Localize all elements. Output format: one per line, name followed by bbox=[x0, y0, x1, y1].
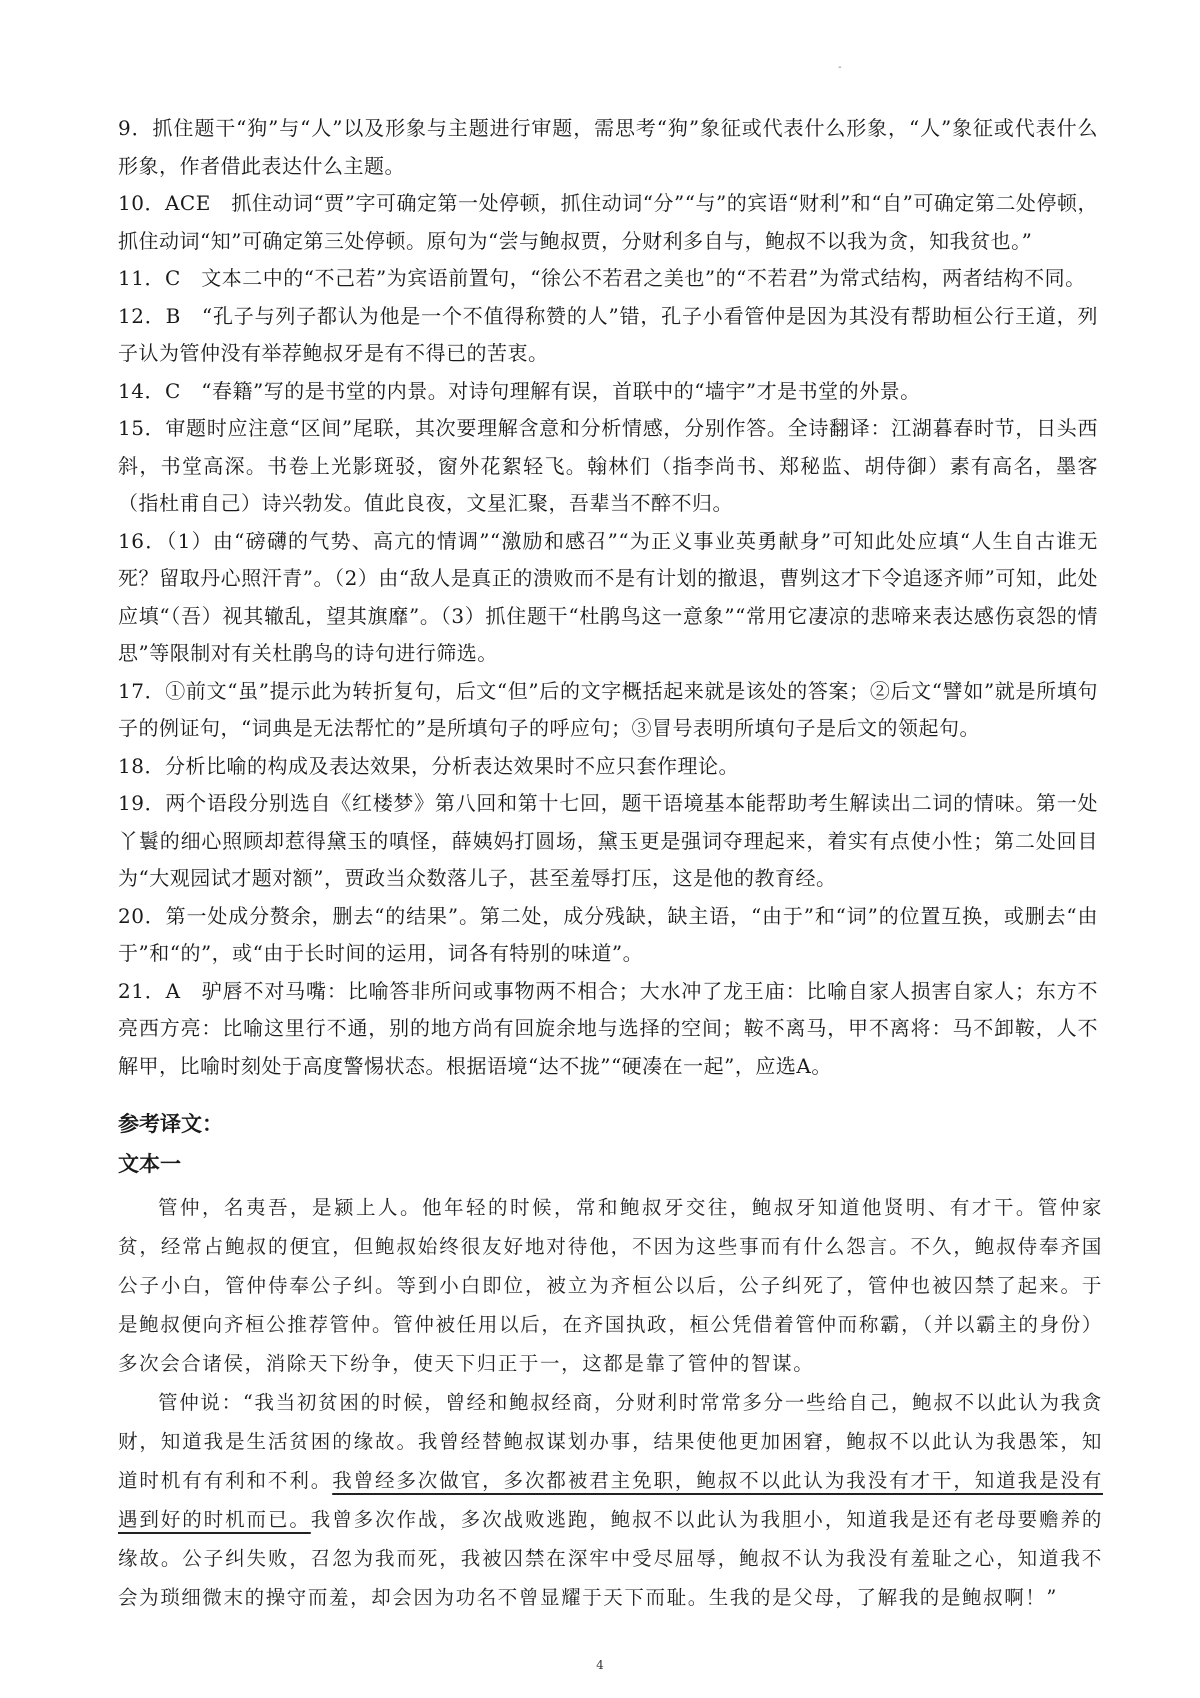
answer-item-21: 21．A 驴唇不对马嘴：比喻答非所问或事物两不相合；大水冲了龙王庙：比喻自家人损害自家人；东方不亮西方亮：比喻这里行不通，别的地方尚有回旋余地与选择的空间；鞍不离马，甲不离将：马不卸鞍，人不解甲，比喻时刻处于高度警惕状态。根据语境“达不拢”“硬凑在一起”，应选A。 bbox=[118, 978, 1098, 1078]
answer-item-17: 17．①前文“虽”提示此为转折复句，后文“但”后的文字概括起来就是该处的答案；②后文“譬如”就是所填句子的例证句，“词典是无法帮忙的”是所填句子的呼应句；③冒号表明所填句子是后文的领起句。 bbox=[118, 678, 1098, 740]
answer-item-9: 9．抓住题干“狗”与“人”以及形象与主题进行审题，需思考“狗”象征或代表什么形象，“人”象征或代表什么形象，作者借此表达什么主题。 bbox=[118, 116, 1098, 178]
answer-item-20: 20．第一处成分赘余，删去“的结果”。第二处，成分残缺，缺主语，“由于”和“词”的位置互换，或删去“由于”和“的”，或“由于长时间的运用，词各有特别的味道”。 bbox=[118, 903, 1098, 965]
answer-item-11: 11．C 文本二中的“不己若”为宾语前置句，“徐公不若君之美也”的“不若君”为常式结构，两者结构不同。 bbox=[118, 266, 1086, 290]
answer-list bbox=[118, 110, 1098, 1085]
translation-paragraph-1: 管仲，名夷吾，是颍上人。他年轻的时候，常和鲍叔牙交往，鲍叔牙知道他贤明、有才干。管仲家贫，经常占鲍叔的便宜，但鲍叔始终很友好地对待他，不因为这些事而有什么怨言。不久，鲍叔侍奉齐国公子小白，管仲侍奉公子纠。等到小白即位，被立为齐桓公以后，公子纠死了，管仲也被囚禁了起来。于是鲍叔便向齐桓公推荐管仲。管仲被任用以后，在齐国执政，桓公凭借着管仲而称霸，（并以霸主的身份）多次会合诸侯，消除天下纷争，使天下归正于一，这都是靠了管仲的智谋。 bbox=[118, 1196, 1103, 1375]
translation-paragraph-2 bbox=[118, 1383, 1103, 1617]
translation-heading: 参考译文： bbox=[118, 1112, 223, 1136]
paragraph-2-text-after: 我曾多次作战，多次战败逃跑，鲍叔不以此认为我胆小，知道我是还有老母要赡养的缘故。公子纠失败，召忽为我而死，我被囚禁在深牢中受尽屈辱，鲍叔不认为我没有羞耻之心，知道我不会为琐细微末的操守而羞，却会因为功名不曾显耀于天下而耻。生我的是父母，了解我的是鲍叔啊！” bbox=[118, 1508, 1103, 1609]
page-number: 4 bbox=[596, 1658, 604, 1672]
paragraph-2-text-before: 管仲说：“我当初贫困的时候，曾经和鲍叔经商，分财利时常常多分一些给自己，鲍叔不以此认为我贪财，知道我是生活贫困的缘故。我曾经替鲍叔谋划办事，结果使他更加困窘，鲍叔不以此认为我愚笨，知道时机有有利和不利。 bbox=[118, 1391, 1103, 1492]
answer-item-12: 12．B “孔子与列子都认为他是一个不值得称赞的人”错，孔子小看管仲是因为其没有帮助桓公行王道，列子认为管仲没有举荐鲍叔牙是有不得已的苦衷。 bbox=[118, 303, 1098, 365]
answer-item-14: 14．C “春籍”写的是书堂的内景。对诗句理解有误，首联中的“墙宇”才是书堂的外景。 bbox=[118, 378, 921, 403]
answer-item-16: 16．（1）由“磅礴的气势、高亢的情调”“激励和感召”“为正义事业英勇献身”可知此处应填“人生自古谁无死？留取丹心照汗青”。（2）由“敌人是真正的溃败而不是有计划的撤退，曹刿这才下令追逐齐师”可知，此处应填“（吾）视其辙乱，望其旗靡”。（3）抓住题干“杜鹃鸟这一意象”“常用它凄凉的悲啼来表达感伤哀怨的情思”等限制对有关杜鹃鸟的诗句进行筛选。 bbox=[118, 528, 1098, 665]
answer-item-18: 18．分析比喻的构成及表达效果，分析表达效果时不应只套作理论。 bbox=[118, 753, 739, 778]
answer-item-10: 10．ACE 抓住动词“贾”字可确定第一处停顿，抓住动词“分”“与”的宾语“财利”和“自”可确定第二处停顿，抓住动词“知”可确定第三处停顿。原句为“尝与鲍叔贾，分财利多自与，鲍叔不以我为贪，知我贫也。” bbox=[118, 191, 1098, 253]
text-one-subheading: 文本一 bbox=[118, 1152, 181, 1176]
answer-item-15: 15．审题时应注意“区间”尾联，其次要理解含意和分析情感，分别作答。全诗翻译：江湖暮春时节，日头西斜，书堂高深。书卷上光影斑驳，窗外花絮轻飞。翰林们（指李尚书、郑秘监、胡侍御）素有高名，墨客（指杜甫自己）诗兴勃发。值此良夜，文星汇聚，吾辈当不醉不归。 bbox=[118, 416, 1098, 515]
top-mark: - bbox=[838, 62, 842, 73]
underlined-sentence: 我曾经多次做官，多次都被君主免职，鲍叔不以此认为我没有才干，知道我是没有遇到好的时机而已。 bbox=[118, 1469, 1103, 1531]
translation-body bbox=[118, 1188, 1103, 1617]
answer-item-19: 19．两个语段分别选自《红楼梦》第八回和第十七回，题干语境基本能帮助考生解读出二词的情味。第一处丫鬟的细心照顾却惹得黛玉的嗔怪，薛姨妈打圆场，黛玉更是强词夺理起来，着实有点使小性；第二处回目为“大观园试才题对额”，贾政当众数落儿子，甚至羞辱打压，这是他的教育经。 bbox=[118, 791, 1098, 890]
